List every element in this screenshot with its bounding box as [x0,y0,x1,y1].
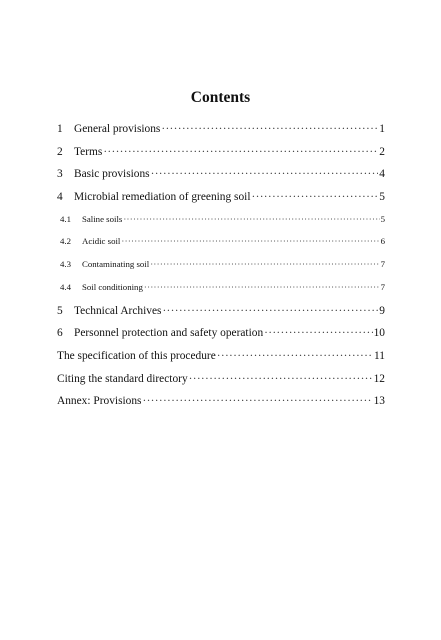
toc-leader-dots [252,191,379,203]
toc-entry-label: Soil conditioning [82,281,143,292]
toc-entry-number: 4.2 [60,236,71,247]
toc-leader-dots [161,123,378,135]
toc-entry-basic-provisions[interactable] [57,168,385,191]
toc-entry-number: 4 [57,191,63,204]
toc-leader-dots [189,373,373,385]
toc-leader-dots [121,236,379,246]
toc-entry-label: Technical Archives [74,304,162,317]
toc-entry-number: 1 [57,123,63,135]
toc-entry-label: Saline soils [82,213,123,224]
toc-entry-page: 11 [374,349,385,362]
table-of-contents [57,123,385,418]
toc-entry-microbial-remediation[interactable] [57,191,385,214]
toc-entry-page: 1 [379,123,385,135]
toc-leader-dots [151,168,379,180]
toc-entry-label: General provisions [74,123,161,135]
toc-entry-number: 4.4 [60,281,71,292]
toc-entry-page: 10 [373,327,385,340]
toc-entry-number: 2 [57,145,63,158]
toc-leader-dots [123,214,379,224]
toc-entry-number: 3 [57,168,63,181]
toc-entry-contaminating-soil[interactable] [57,259,385,282]
toc-entry-number: 6 [57,327,63,340]
toc-entry-number: 4.3 [60,259,71,270]
toc-entry-personnel-protection[interactable] [57,327,385,350]
toc-entry-specification[interactable] [57,350,385,373]
toc-entry-label: Personnel protection and safety operation [74,327,264,340]
toc-entry-soil-conditioning[interactable] [57,282,385,305]
toc-entry-label: Contaminating soil [82,259,150,270]
toc-leader-dots [217,350,373,362]
toc-leader-dots [264,327,372,339]
toc-entry-technical-archives[interactable] [57,305,385,328]
toc-entry-saline-soils[interactable] [57,214,385,237]
toc-entry-page: 7 [380,281,385,292]
toc-entry-page: 7 [380,259,385,270]
toc-entry-label: Annex: Provisions [57,395,142,408]
toc-entry-page: 2 [379,145,385,158]
toc-entry-general-provisions[interactable] [57,123,385,146]
toc-entry-page: 6 [380,236,385,247]
toc-entry-page: 5 [380,213,385,224]
toc-entry-acidic-soil[interactable] [57,236,385,259]
toc-entry-page: 12 [373,372,385,385]
toc-entry-label: Microbial remediation of greening soil [74,191,251,204]
toc-entry-label: Acidic soil [82,236,121,247]
toc-entry-citing-standard-directory[interactable] [57,373,385,396]
toc-entry-page: 13 [373,395,385,408]
toc-entry-label: The specification of this procedure [57,349,216,362]
toc-entry-number: 4.1 [60,213,71,224]
toc-entry-terms[interactable] [57,146,385,169]
toc-leader-dots [150,259,379,269]
toc-entry-page: 4 [379,168,385,181]
toc-leader-dots [142,395,372,407]
toc-leader-dots [144,282,380,292]
toc-entry-page: 9 [379,304,385,317]
toc-entry-label: Basic provisions [74,168,150,181]
toc-leader-dots [103,146,378,158]
toc-entry-annex-provisions[interactable] [57,395,385,418]
toc-entry-label: Terms [74,145,103,158]
toc-entry-label: Citing the standard directory [57,372,188,385]
page-title: Contents [190,89,251,106]
toc-leader-dots [162,305,378,317]
toc-entry-page: 5 [379,191,385,204]
toc-entry-number: 5 [57,304,63,317]
